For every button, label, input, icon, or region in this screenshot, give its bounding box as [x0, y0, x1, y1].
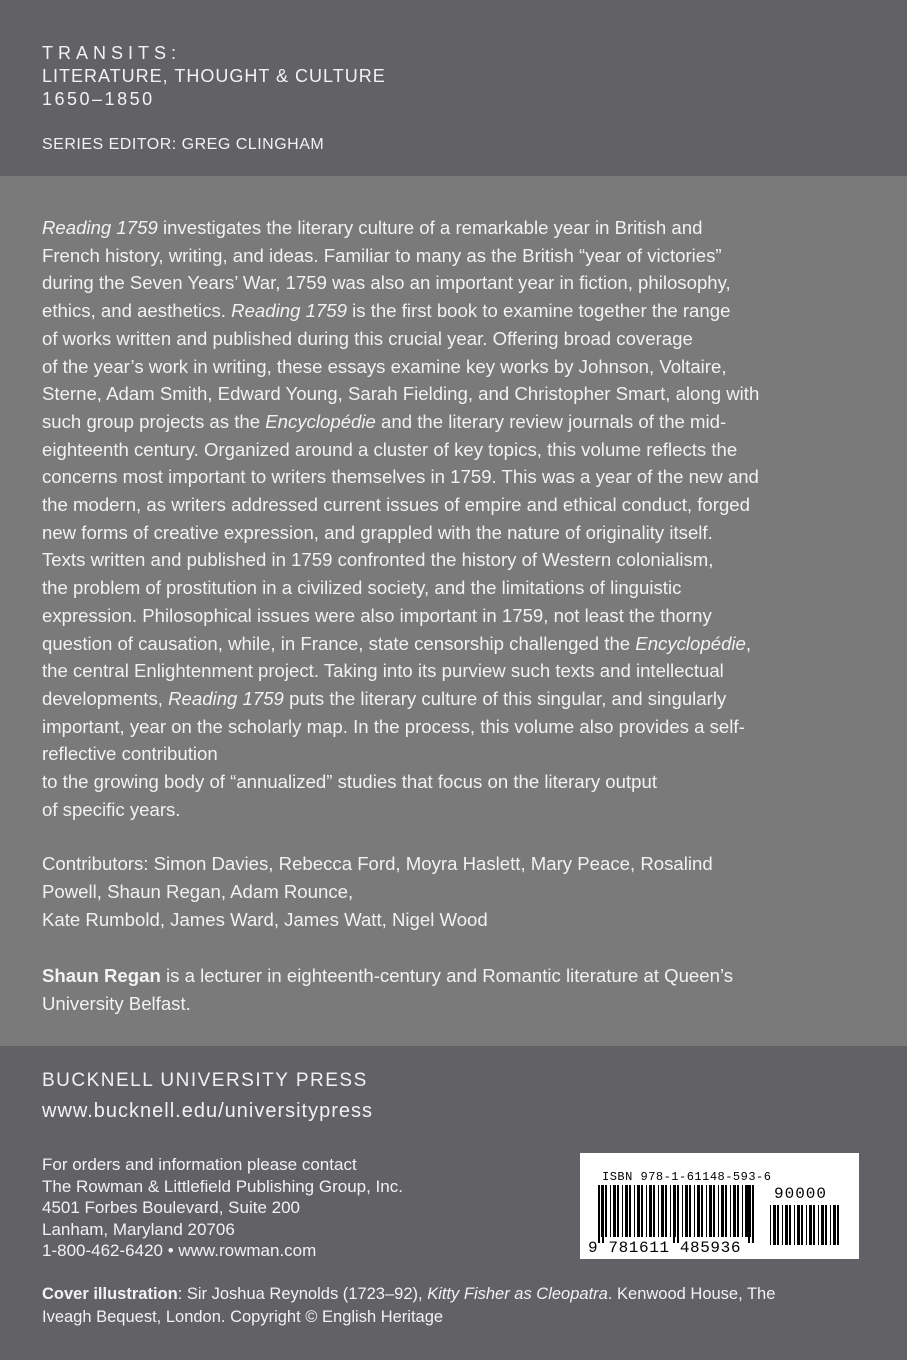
ean-digits: 9 781611 485936 — [588, 1239, 742, 1257]
description-line — [42, 436, 872, 464]
contributors-line: Kate Rumbold, James Ward, James Watt, Nigel Wood — [42, 909, 488, 930]
barcode-bar — [706, 1185, 707, 1237]
barcode-bar — [658, 1185, 659, 1237]
series-title: TRANSITS: — [42, 43, 182, 63]
contributors-line: Contributors: Simon Davies, Rebecca Ford, Moyra Haslett, Mary Peace, Rosalind — [42, 853, 713, 874]
series-band — [0, 0, 907, 176]
contributors-list — [42, 850, 872, 934]
description-text: during the Seven Years’ War, 1759 was also an important year in fiction, philosophy, — [42, 272, 731, 294]
orders-line: 1-800-462-6420 • www.rowman.com — [42, 1241, 317, 1260]
description-text: the problem of prostitution in a civilized society, and the limitations of linguistic — [42, 577, 682, 599]
barcode-bar — [821, 1205, 824, 1245]
description-line — [42, 602, 872, 630]
barcode-bar — [634, 1185, 635, 1237]
description-line — [42, 574, 872, 602]
barcode-guard-bar — [602, 1185, 604, 1243]
description-text: reflective contribution — [42, 743, 218, 765]
isbn-number: ISBN 978-1-61148-593-6 — [602, 1170, 772, 1184]
description-line — [42, 685, 872, 713]
bio-line-2: University Belfast. — [42, 993, 191, 1014]
barcode-bar — [661, 1185, 664, 1237]
barcode-bar — [665, 1185, 667, 1237]
barcode-bar — [685, 1185, 688, 1237]
series-editor: SERIES EDITOR: GREG CLINGHAM — [42, 136, 325, 153]
barcode-bar — [789, 1205, 791, 1245]
cover-credit-line-1 — [42, 1283, 872, 1306]
barcode-bar — [653, 1185, 655, 1237]
italic-title: Reading 1759 — [168, 687, 284, 709]
barcode-guard-bar — [748, 1185, 750, 1243]
barcode-bar — [733, 1185, 736, 1237]
barcode-bar — [801, 1205, 803, 1245]
description-text: investigates the literary culture of a remarkable year in British and — [157, 217, 703, 238]
description-line — [42, 768, 872, 796]
barcode-bar — [777, 1205, 779, 1245]
barcode-bar — [670, 1185, 671, 1237]
italic-title: Encyclopédie — [635, 632, 746, 654]
description-line — [42, 463, 872, 491]
description-text: important, year on the scholarly map. In the process, this volume also provides a self- — [42, 715, 745, 737]
barcode-bar — [721, 1185, 724, 1237]
orders-info — [42, 1154, 403, 1262]
barcode-bar — [622, 1185, 623, 1237]
barcode-bar — [697, 1185, 700, 1237]
author-name: Shaun Regan — [42, 965, 161, 986]
barcode-bar — [701, 1185, 703, 1237]
barcode-bar — [773, 1205, 776, 1245]
italic-title: Reading 1759 — [231, 300, 347, 322]
bio-text: is a lecturer in eighteenth-century and Romantic literature at Queen’s — [160, 965, 734, 986]
barcode-guard-bar — [752, 1185, 754, 1243]
description-text: question of causation, while, in France, state censorship challenged the — [42, 632, 636, 654]
description-line — [42, 713, 872, 741]
barcode-bar — [730, 1185, 731, 1237]
description-text: of works written and published during this crucial year. Offering broad coverage — [42, 327, 693, 349]
italic-title: Reading 1759 — [42, 217, 158, 238]
description-text: new forms of creative expression, and grappled with the nature of originality itself. — [42, 521, 713, 543]
barcode-bar — [694, 1185, 695, 1237]
description-line — [42, 269, 872, 297]
barcode-bar — [837, 1205, 839, 1245]
description-line — [42, 353, 872, 381]
barcode-bar — [637, 1185, 640, 1237]
barcode-bar — [830, 1205, 831, 1245]
barcode-bar — [713, 1185, 715, 1237]
italic-title: Encyclopédie — [265, 410, 376, 432]
barcode-guard-bar — [677, 1185, 679, 1243]
description-line — [42, 740, 872, 768]
barcode-bar — [641, 1185, 643, 1237]
barcode-bar — [646, 1185, 647, 1237]
description-line — [42, 408, 872, 436]
publisher-url: www.bucknell.edu/universitypress — [42, 1100, 374, 1122]
author-bio — [42, 962, 872, 1018]
description-text: the modern, as writers addressed current issues of empire and ethical conduct, forged — [42, 494, 750, 516]
isbn-barcode — [580, 1153, 859, 1259]
barcode-bar — [742, 1185, 743, 1237]
description-line — [42, 796, 872, 824]
series-subtitle: LITERATURE, THOUGHT & CULTURE — [42, 66, 386, 86]
description-text: expression. Philosophical issues were also important in 1759, not least the thorny — [42, 604, 712, 626]
description-text: concerns most important to writers themselves in 1759. This was a year of the new and — [42, 466, 759, 488]
description-line — [42, 519, 872, 547]
barcode-bar — [818, 1205, 819, 1245]
barcode-bar — [682, 1185, 683, 1237]
barcode-bar — [649, 1185, 652, 1237]
barcode-bar — [629, 1185, 631, 1237]
barcode-bar — [825, 1205, 827, 1245]
description-line — [42, 630, 872, 658]
description-text: and the literary review journals of the mid- — [375, 410, 727, 432]
barcode-bar — [613, 1185, 616, 1237]
description-text: French history, writing, and ideas. Familiar to many as the British “year of victories” — [42, 244, 722, 266]
description-text: developments, — [42, 687, 169, 709]
cover-credit-line-2: Iveagh Bequest, London. Copyright © English Heritage — [42, 1308, 444, 1326]
description-text: eighteenth century. Organized around a cluster of key topics, this volume reflects the — [42, 438, 738, 460]
orders-line: Lanham, Maryland 20706 — [42, 1219, 235, 1239]
description-line — [42, 214, 872, 242]
book-description — [42, 214, 872, 823]
barcode-bar — [725, 1185, 727, 1237]
barcode-bar — [785, 1205, 788, 1245]
description-line — [42, 297, 872, 325]
barcode-bar — [797, 1205, 800, 1245]
description-text: ethics, and aesthetics. — [42, 300, 232, 322]
barcode-bar — [689, 1185, 691, 1237]
description-text: is the first book to examine together the range — [346, 300, 731, 322]
orders-line: For orders and information please contact — [42, 1155, 357, 1174]
description-text: Texts written and published in 1759 confronted the history of Western colonialism, — [42, 549, 714, 571]
description-text: Sterne, Adam Smith, Edward Young, Sarah Fielding, and Christopher Smart, along with — [42, 383, 760, 405]
cover-credit-text: . Kenwood House, The — [607, 1285, 776, 1303]
description-text: such group projects as the — [42, 410, 266, 432]
barcode-guard-bar — [598, 1185, 600, 1243]
barcode-bar — [813, 1205, 815, 1245]
barcode-bar — [770, 1205, 771, 1245]
description-text: puts the literary culture of this singular, and singularly — [283, 687, 727, 709]
description-text: , — [745, 632, 752, 654]
barcode-bar — [782, 1205, 783, 1245]
publisher-name: BUCKNELL UNIVERSITY PRESS — [42, 1070, 368, 1091]
description-line — [42, 380, 872, 408]
barcode-bar — [610, 1185, 611, 1237]
description-line — [42, 242, 872, 270]
barcode-bar — [605, 1185, 607, 1237]
barcode-bar — [709, 1185, 712, 1237]
bio-line-1 — [42, 962, 872, 990]
description-text: to the growing body of “annualized” studies that focus on the literary output — [42, 771, 658, 793]
barcode-bar — [625, 1185, 628, 1237]
barcode-bar — [809, 1205, 812, 1245]
price-code: 90000 — [774, 1185, 828, 1203]
orders-line: The Rowman & Littlefield Publishing Group, Inc. — [42, 1176, 403, 1196]
cover-credit-label: Cover illustration — [42, 1285, 178, 1303]
artwork-title: Kitty Fisher as Cleopatra — [427, 1285, 608, 1303]
barcode-bar — [718, 1185, 719, 1237]
cover-credit-text: : Sir Joshua Reynolds (1723–92), — [177, 1285, 428, 1303]
series-years: 1650–1850 — [42, 89, 155, 109]
barcode-bar — [617, 1185, 619, 1237]
description-text: the central Enlightenment project. Taking into its purview such texts and intellectual — [42, 660, 724, 682]
barcode-bar — [745, 1185, 748, 1237]
barcode-bar — [833, 1205, 836, 1245]
orders-line: 4501 Forbes Boulevard, Suite 200 — [42, 1198, 301, 1217]
description-line — [42, 491, 872, 519]
barcode-bar — [737, 1185, 739, 1237]
contributors-line: Powell, Shaun Regan, Adam Rounce, — [42, 881, 354, 902]
barcode-guard-bar — [673, 1185, 675, 1243]
cover-credit — [42, 1283, 872, 1329]
description-line — [42, 325, 872, 353]
description-text: of the year’s work in writing, these essays examine key works by Johnson, Voltaire, — [42, 355, 727, 377]
barcode-bar — [794, 1205, 795, 1245]
description-line — [42, 657, 872, 685]
description-line — [42, 546, 872, 574]
description-text: of specific years. — [42, 798, 181, 820]
barcode-bar — [806, 1205, 807, 1245]
